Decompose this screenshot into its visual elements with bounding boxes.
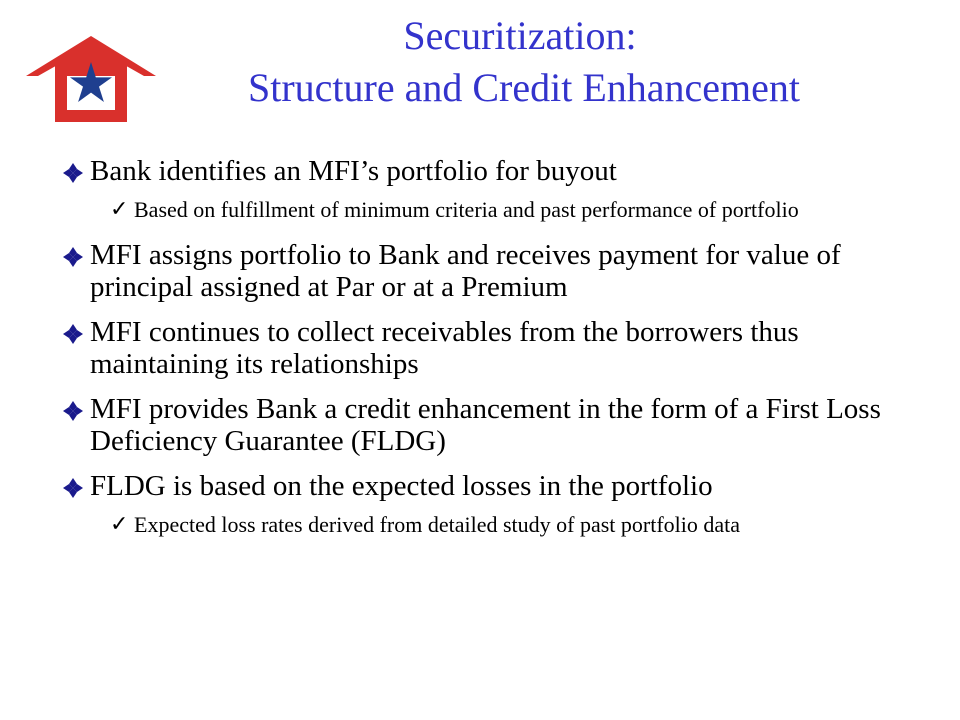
bullet-text: MFI provides Bank a credit enhancement in the form of a First Loss Deficiency Guarantee (FLDG) [90, 393, 881, 457]
list-item [62, 239, 932, 303]
bullet-text: MFI assigns portfolio to Bank and receives payment for value of principal assigned at Par or at a Premium [90, 239, 841, 303]
list-item [62, 316, 932, 380]
sub-bullet-text: Based on fulfillment of minimum criteria and past performance of portfolio [134, 197, 799, 222]
sub-bullet-text: Expected loss rates derived from detailed study of past portfolio data [134, 512, 741, 537]
bullet-text: MFI continues to collect receivables from the borrowers thus maintaining its relationships [90, 316, 799, 380]
list-item [62, 470, 932, 502]
title-line-2: Structure and Credit Enhancement [247, 65, 801, 110]
page-title [160, 10, 880, 114]
checkmark-icon: ✓ [110, 512, 129, 537]
checkmark-icon: ✓ [110, 197, 129, 222]
title-line-1: Securitization: [403, 13, 637, 58]
diamond-bullet-icon [63, 247, 83, 267]
list-item [62, 196, 932, 223]
bullet-list [62, 155, 932, 554]
bullet-text: Bank identifies an MFI’s portfolio for buyout [90, 155, 617, 187]
diamond-bullet-icon [63, 401, 83, 421]
list-item [62, 393, 932, 457]
diamond-bullet-icon [63, 163, 83, 183]
list-item [62, 511, 932, 538]
diamond-bullet-icon [63, 478, 83, 498]
list-item [62, 155, 932, 187]
house-star-icon [22, 32, 160, 124]
diamond-bullet-icon [63, 324, 83, 344]
bullet-text: FLDG is based on the expected losses in the portfolio [90, 470, 713, 502]
